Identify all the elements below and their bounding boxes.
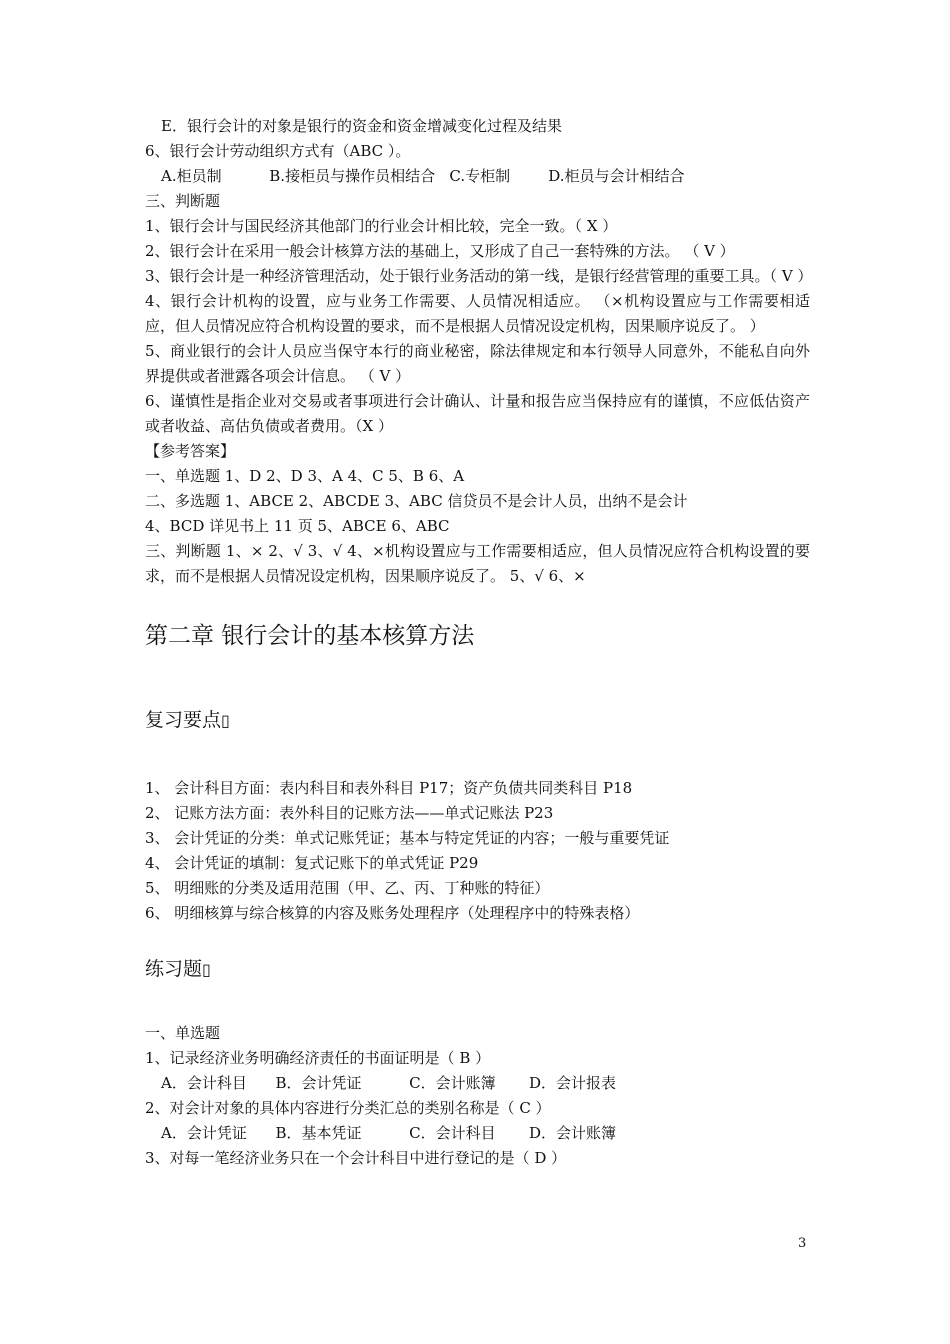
review-points-list bbox=[145, 776, 810, 926]
review-point-item: 5、 明细账的分类及适用范围（甲、乙、丙、丁种账的特征） bbox=[145, 879, 550, 897]
review-heading: 复习要点▯ bbox=[145, 709, 230, 731]
exercise-line: 1、记录经济业务明确经济责任的书面证明是（ B ） bbox=[145, 1049, 491, 1067]
exercise-line: A．会计凭证 B．基本凭证 C．会计科目 D．会计账簿 bbox=[161, 1124, 617, 1142]
questions-and-answers-block bbox=[145, 114, 813, 589]
review-point-item: 1、 会计科目方面：表内科目和表外科目 P17；资产负债共同类科目 P18 bbox=[145, 779, 633, 797]
text-line: A.柜员制 B.接柜员与操作员相结合 C.专柜制 D.柜员与会计相结合 bbox=[161, 167, 685, 185]
missing-glyph-icon: ▯ bbox=[221, 711, 230, 730]
missing-glyph-icon: ▯ bbox=[202, 960, 211, 979]
exercise-line: 一、单选题 bbox=[145, 1024, 221, 1042]
exercise-heading: 练习题▯ bbox=[145, 958, 211, 980]
text-line: E．银行会计的对象是银行的资金和资金增减变化过程及结果 bbox=[161, 117, 562, 135]
text-line: 3、银行会计是一种经济管理活动，处于银行业务活动的第一线，是银行经营管理的重要工具。（ V ） bbox=[145, 267, 813, 285]
review-point-item: 2、 记账方法方面：表外科目的记账方法——单式记账法 P23 bbox=[145, 804, 554, 822]
text-line: 2、银行会计在采用一般会计核算方法的基础上，又形成了自己一套特殊的方法。 （ V ） bbox=[145, 242, 735, 260]
page-number: 3 bbox=[798, 1236, 807, 1251]
text-line: 6、银行会计劳动组织方式有（ABC ）。 bbox=[145, 142, 411, 160]
text-line: 二、多选题 1、ABCE 2、ABCDE 3、ABC 信贷员不是会计人员，出纳不是会计 bbox=[145, 492, 688, 510]
text-line: 一、单选题 1、D 2、D 3、A 4、C 5、B 6、A bbox=[145, 467, 465, 485]
text-line: 5、商业银行的会计人员应当保守本行的商业秘密，除法律规定和本行领导人同意外，不能私自向外界提供或者泄露各项会计信息。 （ V ） bbox=[145, 342, 810, 385]
text-line: 4、BCD 详见书上 11 页 5、ABCE 6、ABC bbox=[145, 517, 450, 535]
review-point-item: 3、 会计凭证的分类：单式记账凭证；基本与特定凭证的内容；一般与重要凭证 bbox=[145, 829, 670, 847]
page-content bbox=[145, 114, 813, 1171]
exercise-line: 2、对会计对象的具体内容进行分类汇总的类别名称是（ C ） bbox=[145, 1099, 551, 1117]
exercise-line: 3、对每一笔经济业务只在一个会计科目中进行登记的是（ D ） bbox=[145, 1149, 567, 1167]
text-line: 三、判断题 bbox=[145, 192, 221, 210]
text-line: 4、银行会计机构的设置，应与业务工作需要、人员情况相适应。 （×机构设置应与工作需要相适应，但人员情况应符合机构设置的要求，而不是根据人员情况设定机构，因果顺序说反了。 ） bbox=[145, 292, 810, 335]
chapter-title: 第二章 银行会计的基本核算方法 bbox=[145, 623, 475, 649]
review-point-item: 6、 明细核算与综合核算的内容及账务处理程序（处理程序中的特殊表格） bbox=[145, 904, 640, 922]
text-line: 【参考答案】 bbox=[145, 442, 236, 460]
exercise-questions-block bbox=[145, 1021, 810, 1171]
text-line: 6、谨慎性是指企业对交易或者事项进行会计确认、计量和报告应当保持应有的谨慎，不应低估资产或者收益、高估负债或者费用。（X ） bbox=[145, 392, 810, 435]
text-line: 三、判断题 1、× 2、√ 3、√ 4、×机构设置应与工作需要相适应，但人员情况应符合机构设置的要求，而不是根据人员情况设定机构，因果顺序说反了。 5、√ 6、× bbox=[145, 542, 810, 585]
text-line: 1、银行会计与国民经济其他部门的行业会计相比较，完全一致。（ X ） bbox=[145, 217, 618, 235]
review-point-item: 4、 会计凭证的填制：复式记账下的单式凭证 P29 bbox=[145, 854, 479, 872]
exercise-line: A．会计科目 B．会计凭证 C．会计账簿 D．会计报表 bbox=[161, 1074, 617, 1092]
